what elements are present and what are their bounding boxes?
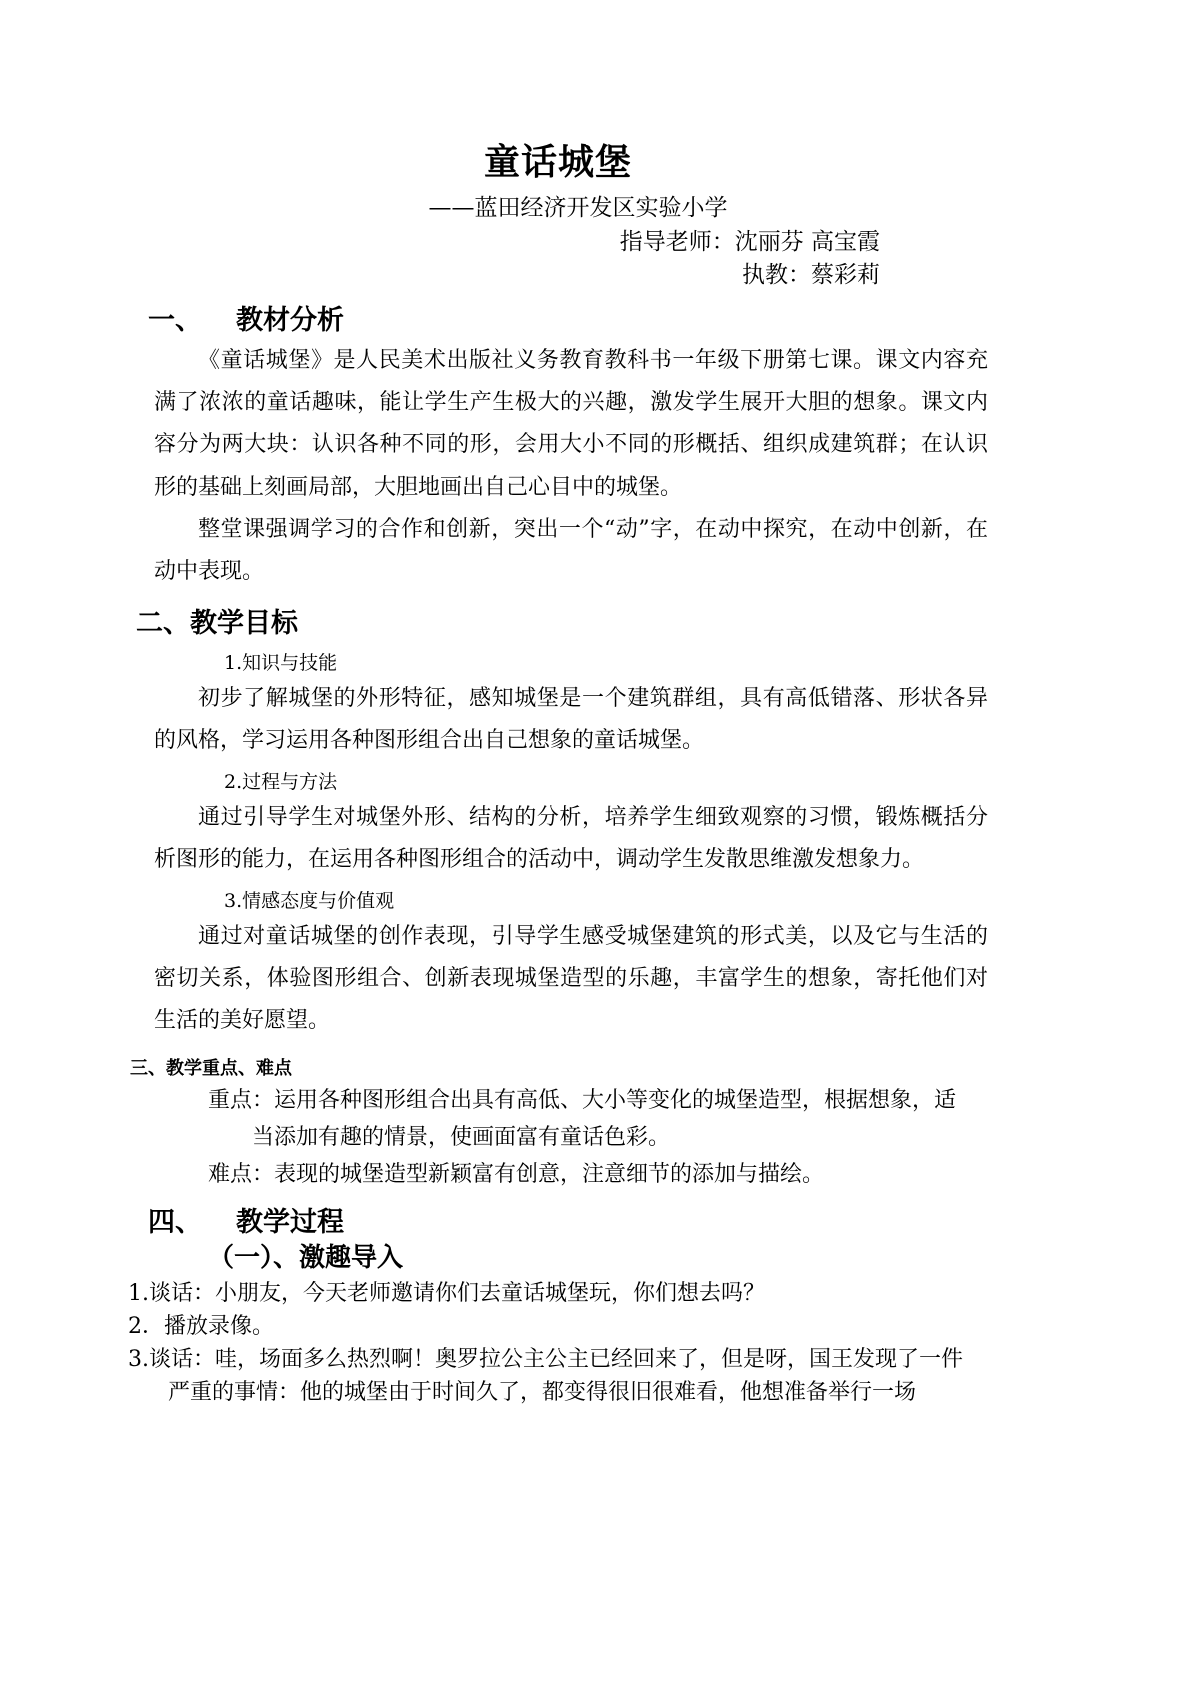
advisor-line: 指导老师：沈丽芬 高宝霞 bbox=[619, 228, 880, 255]
subsection-heading-intro: （一）、激趣导入 bbox=[208, 1243, 404, 1274]
section-number-4: 四、 bbox=[148, 1206, 202, 1238]
section-number-2: 二、 bbox=[136, 608, 190, 640]
section1-paragraph-1: 《童话城堡》是人民美术出版社义务教育教科书一年级下册第七课。课文内容充满了浓浓的童话趣味，能让学生产生极大的兴趣，激发学生展开大胆的想象。课文内容分为两大块：认识各种不同的形，会用大小不同的形概括、组织成建筑群；在认识形的基础上刻画局部，大胆地画出自己心目中的城堡。 bbox=[154, 347, 988, 500]
objective-label-3: 3.情感态度与价值观 bbox=[224, 890, 395, 913]
objective-label-1: 1.知识与技能 bbox=[224, 652, 338, 675]
section-heading-1 bbox=[128, 302, 988, 340]
teaching-step-3-continuation: 严重的事情：他的城堡由于时间久了，都变得很旧很难看，他想准备举行一场 bbox=[168, 1379, 917, 1405]
section-title-1: 教材分析 bbox=[236, 305, 344, 337]
section-title-4: 教学过程 bbox=[236, 1206, 344, 1238]
key-point-line-1: 重点：运用各种图形组合出具有高低、大小等变化的城堡造型，根据想象，适 bbox=[208, 1087, 957, 1113]
teaching-step-2: 2．播放录像。 bbox=[128, 1313, 274, 1339]
key-point-line-2: 当添加有趣的情景，使画面富有童话色彩。 bbox=[252, 1124, 671, 1150]
section-heading-2 bbox=[128, 605, 988, 643]
difficult-point: 难点：表现的城堡造型新颖富有创意，注意细节的添加与描绘。 bbox=[208, 1162, 825, 1188]
objective-label-2: 2.过程与方法 bbox=[224, 771, 338, 794]
section1-paragraph-2: 整堂课强调学习的合作和创新，突出一个“动”字，在动中探究，在动中创新，在动中表现。 bbox=[154, 516, 988, 585]
objective-body-1: 初步了解城堡的外形特征，感知城堡是一个建筑群组，具有高低错落、形状各异的风格，学习运用各种图形组合出自己想象的童话城堡。 bbox=[154, 685, 988, 753]
objective-body-2: 通过引导学生对城堡外形、结构的分析，培养学生细致观察的习惯，锻炼概括分析图形的能力，在运用各种图形组合的活动中，调动学生发散思维激发想象力。 bbox=[154, 804, 988, 872]
section-heading-4 bbox=[128, 1204, 988, 1242]
teaching-step-3: 3.谈话：哇，场面多么热烈啊！奥罗拉公主公主已经回来了，但是呀，国王发现了一件 bbox=[128, 1346, 963, 1372]
section-heading-3: 三、教学重点、难点 bbox=[130, 1058, 292, 1080]
document-body bbox=[128, 0, 988, 1409]
section-number-1: 一、 bbox=[148, 305, 202, 337]
teaching-step-1: 1.谈话：小朋友，今天老师邀请你们去童话城堡玩，你们想去吗？ bbox=[128, 1280, 765, 1306]
section-title-2: 教学目标 bbox=[190, 608, 298, 640]
objective-body-3: 通过对童话城堡的创作表现，引导学生感受城堡建筑的形式美，以及它与生活的密切关系，体验图形组合、创新表现城堡造型的乐趣，丰富学生的想象，寄托他们对生活的美好愿望。 bbox=[154, 923, 988, 1034]
page-title: 童话城堡 bbox=[483, 142, 632, 183]
school-subtitle: ——蓝田经济开发区实验小学 bbox=[428, 195, 728, 221]
teacher-line: 执教：蔡彩莉 bbox=[742, 261, 880, 288]
